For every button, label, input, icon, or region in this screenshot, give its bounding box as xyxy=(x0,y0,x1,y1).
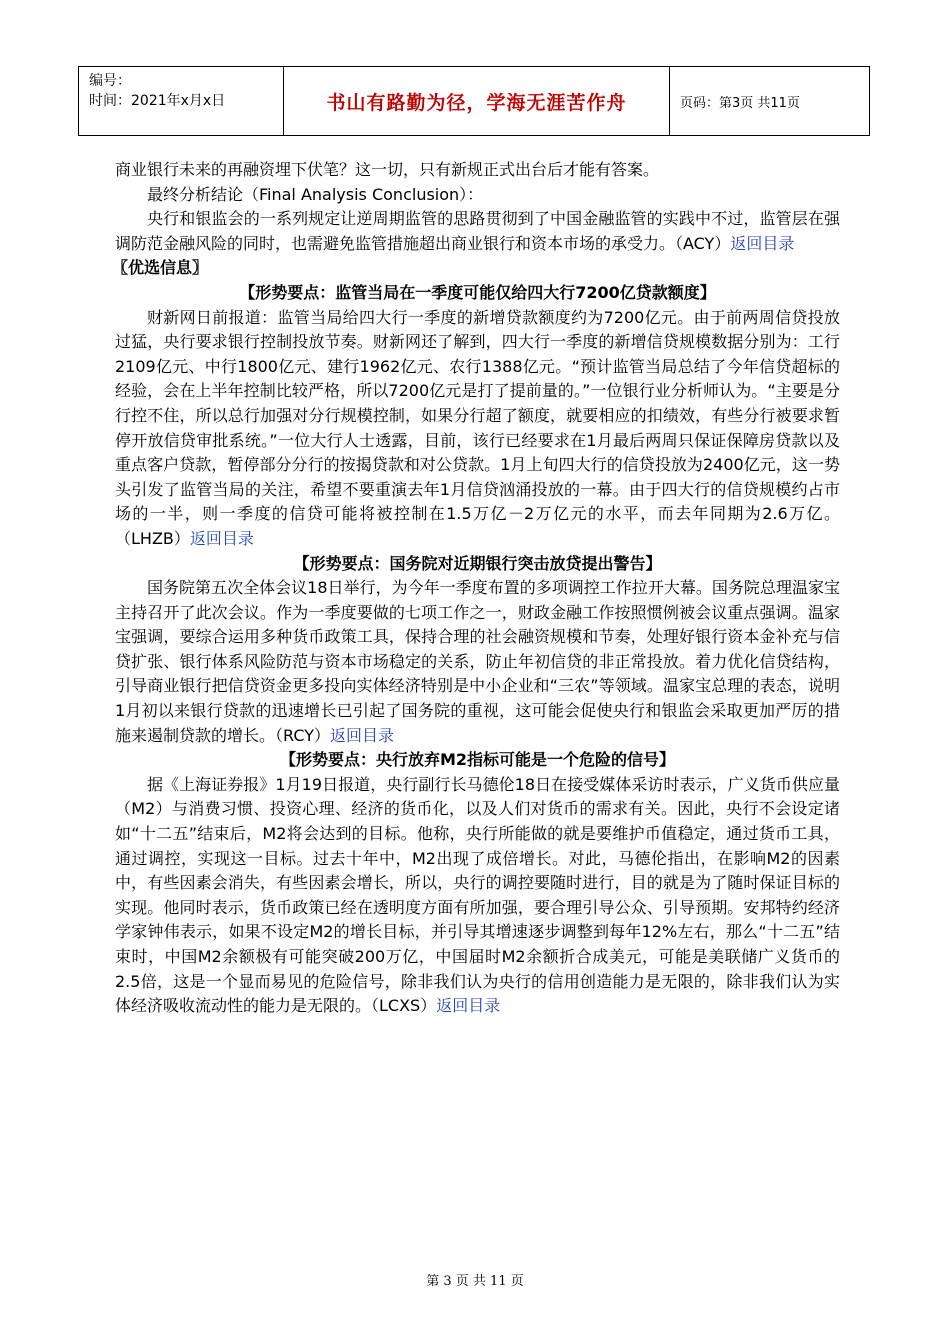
page-footer: 第 3 页 共 11 页 xyxy=(426,1274,524,1289)
header-page-info: 页码：第3页 共11页 xyxy=(680,95,800,111)
section-title: 【形势要点：国务院对近期银行突击放贷提出警告】 xyxy=(293,553,662,573)
section-title: 【形势要点：央行放弃M2指标可能是一个危险的信号】 xyxy=(279,750,676,770)
document-date: 时间：2021年x月x日 xyxy=(89,93,226,109)
paragraph: 商业银行未来的再融资埋下伏笔？这一切，只有新规正式出台后才能有答案。 xyxy=(115,160,660,179)
section-title: 【形势要点：监管当局在一季度可能仅给四大行7200亿贷款额度】 xyxy=(239,282,716,302)
document-number: 编号： xyxy=(89,73,131,89)
paragraph xyxy=(115,306,840,552)
return-to-toc-link[interactable]: 返回目录 xyxy=(330,725,395,745)
header-motto: 书山有路勤为径，学海无涯苦作舟 xyxy=(284,67,670,135)
return-to-toc-link[interactable]: 返回目录 xyxy=(436,996,501,1016)
section-tag: 〖优选信息〗 xyxy=(112,258,209,278)
paragraph: 最终分析结论（Final Analysis Conclusion）： xyxy=(147,184,484,204)
document-body xyxy=(112,158,840,1019)
paragraph-text: 央行和银监会的一系列规定让逆周期监管的思路贯彻到了中国金融监管的实践中不过，监管层在强调防范金融风险的同时，也需避免监管措施超出商业银行和资本市场的承受力。（ACY） xyxy=(115,209,840,253)
paragraph xyxy=(115,207,840,256)
paragraph xyxy=(115,576,840,748)
paragraph xyxy=(115,773,840,1019)
return-to-toc-link[interactable]: 返回目录 xyxy=(189,528,254,548)
return-to-toc-link[interactable]: 返回目录 xyxy=(730,233,795,253)
header-meta xyxy=(79,67,284,135)
document-header xyxy=(78,66,870,136)
paragraph-text: 财新网日前报道：监管当局给四大行一季度的新增贷款额度约为7200亿元。由于前两周信贷投放过猛，央行要求银行控制投放节奏。财新网还了解到，四大行一季度的新增信贷规模数据分别为：工行2109亿元、中行1800亿元、建行1962亿元、农行1388亿元。“预计监管当局总结了今年信贷超标的经验，会在上半年控制比较严格，所以7200亿元是打了提前量的。”一位银行业分析师认为。“主要是分行控不住，所以总行加强对分行规模控制，如果分行超了额度，就要相应的扣绩效，有些分行被要求暂停开放信贷审批系统。”一位大行人士透露，目前，该行已经要求在1月最后两周只保证保障房贷款以及重点客户贷款，暂停部分分行的按揭贷款和对公贷款。1月上旬四大行的信贷投放为2400亿元，这一势头引发了监管当局的关注，希望不要重演去年1月信贷汹涌投放的一幕。由于四大行的信贷规模约占市场的一半，则一季度的信贷可能将被控制在1.5万亿－2万亿元的水平，而去年同期为2.6万亿。（LHZB） xyxy=(115,307,840,548)
paragraph-text: 据《上海证券报》1月19日报道，央行副行长马德伦18日在接受媒体采访时表示，广义货币供应量（M2）与消费习惯、投资心理、经济的货币化，以及人们对货币的需求有关。因此，央行不会设定诸如“十二五”结束后，M2将会达到的目标。他称，央行所能做的就是要维护币值稳定，通过货币工具，通过调控，实现这一目标。过去十年中，M2出现了成倍增长。对此，马德伦指出，在影响M2的因素中，有些因素会消失，有些因素会增长，所以，央行的调控要随时进行，目的就是为了随时保证目标的实现。他同时表示，货币政策已经在透明度方面有所加强，要合理引导公众、引导预期。安邦特约经济学家钟伟表示，如果不设定M2的增长目标，并引导其增速逐步调整到每年12%左右，那么“十二五”结束时，中国M2余额极有可能突破200万亿，中国届时M2余额折合成美元，可能是美联储广义货币的2.5倍，这是一个显而易见的危险信号，除非我们认为央行的信用创造能力是无限的，除非我们认为实体经济吸收流动性的能力是无限的。（LCXS） xyxy=(115,774,840,1016)
paragraph-text: 国务院第五次全体会议18日举行，为今年一季度布置的多项调控工作拉开大幕。国务院总理温家宝主持召开了此次会议。作为一季度要做的七项工作之一，财政金融工作按照惯例被会议重点强调。温家宝强调，要综合运用多种货币政策工具，保持合理的社会融资规模和节奏，处理好银行资本金补充与信贷扩张、银行体系风险防范与资本市场稳定的关系，防止年初信贷的非正常投放。着力优化信贷结构，引导商业银行把信贷资金更多投向实体经济特别是中小企业和“三农”等领域。温家宝总理的表态，说明1月初以来银行贷款的迅速增长已引起了国务院的重视，这可能会促使央行和银监会采取更加严厉的措施来遏制贷款的增长。（RCY） xyxy=(115,578,840,745)
